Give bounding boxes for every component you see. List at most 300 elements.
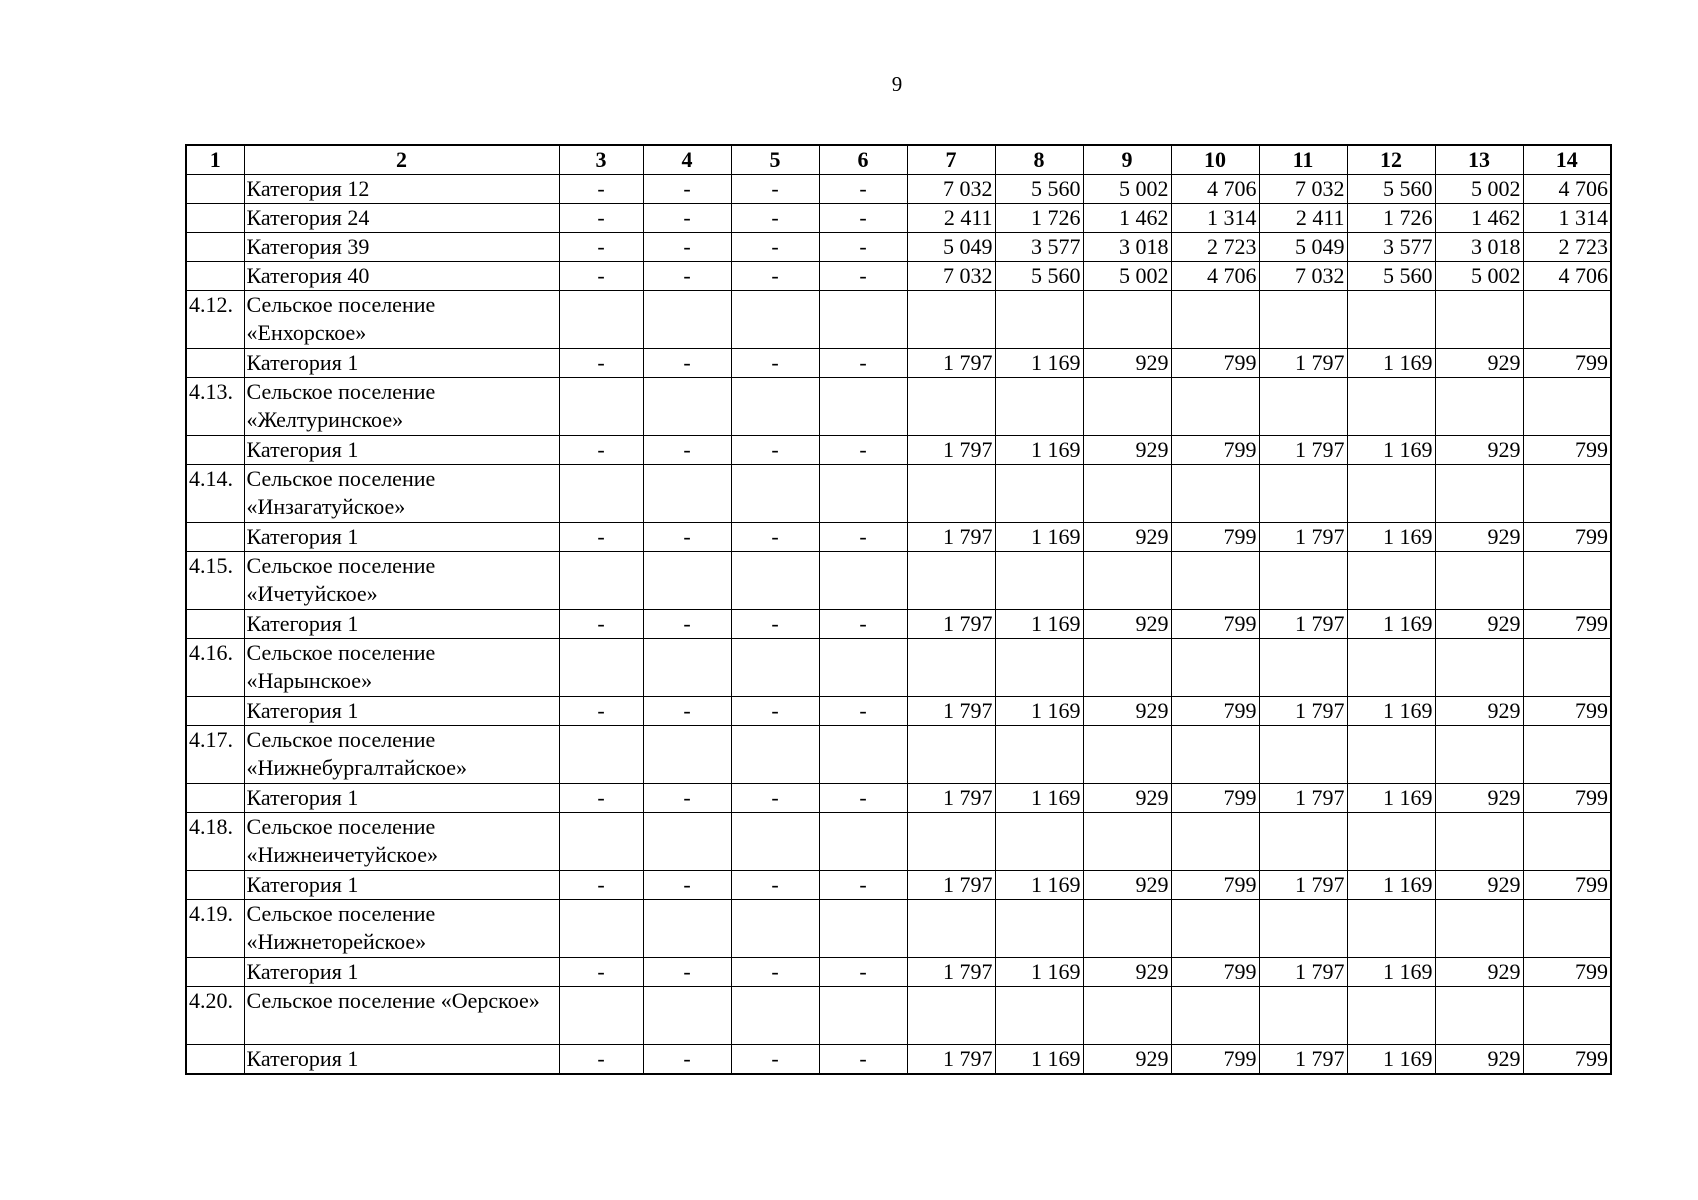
value-cell: - [643,871,731,900]
value-cell: 1 797 [907,436,995,465]
value-cell: 1 169 [995,1045,1083,1075]
empty-cell [907,465,995,523]
empty-cell [1435,900,1523,958]
value-cell: - [731,523,819,552]
value-cell: 1 797 [1259,523,1347,552]
column-header: 10 [1171,145,1259,175]
value-cell: 799 [1523,436,1611,465]
row-number-cell [186,958,244,987]
value-cell: 2 723 [1523,233,1611,262]
value-cell: 1 169 [995,958,1083,987]
empty-cell [643,726,731,784]
column-header: 7 [907,145,995,175]
empty-cell [907,813,995,871]
column-header: 5 [731,145,819,175]
tariff-table [185,144,1612,1075]
value-cell: 799 [1171,958,1259,987]
empty-cell [1171,900,1259,958]
value-cell: 799 [1523,871,1611,900]
category-row [186,175,1611,204]
value-cell: - [643,523,731,552]
empty-cell [995,552,1083,610]
value-cell: 799 [1171,697,1259,726]
value-cell: - [559,784,643,813]
empty-cell [1259,639,1347,697]
value-cell: 1 797 [1259,958,1347,987]
value-cell: 1 169 [995,523,1083,552]
empty-cell [559,900,643,958]
value-cell: - [731,958,819,987]
value-cell: 1 169 [1347,784,1435,813]
empty-cell [819,291,907,349]
empty-cell [907,900,995,958]
value-cell: - [731,610,819,639]
row-number-cell [186,349,244,378]
value-cell: 1 169 [995,610,1083,639]
value-cell: - [731,784,819,813]
row-number-cell [186,1045,244,1075]
row-number-cell [186,697,244,726]
value-cell: 3 018 [1083,233,1171,262]
empty-cell [731,987,819,1045]
value-cell: 1 797 [907,871,995,900]
empty-cell [1347,465,1435,523]
row-name-cell: Категория 1 [244,523,559,552]
row-number-cell [186,233,244,262]
value-cell: 1 797 [1259,1045,1347,1075]
row-name-cell: Категория 1 [244,784,559,813]
empty-cell [1347,378,1435,436]
value-cell: 1 169 [1347,436,1435,465]
value-cell: 929 [1435,523,1523,552]
value-cell: - [819,262,907,291]
value-cell: 929 [1083,958,1171,987]
value-cell: - [643,349,731,378]
value-cell: 929 [1435,610,1523,639]
row-name-cell: Категория 1 [244,610,559,639]
value-cell: 1 462 [1435,204,1523,233]
category-row [186,784,1611,813]
value-cell: 1 169 [995,436,1083,465]
empty-cell [1083,465,1171,523]
value-cell: 929 [1083,1045,1171,1075]
row-name-cell: Категория 1 [244,697,559,726]
value-cell: 1 169 [995,349,1083,378]
empty-cell [1435,813,1523,871]
category-row [186,958,1611,987]
row-name-cell: Категория 1 [244,349,559,378]
value-cell: 929 [1435,697,1523,726]
empty-cell [995,378,1083,436]
value-cell: - [559,697,643,726]
row-name-cell: Сельское поселение «Нижнебургалтайское» [244,726,559,784]
category-row [186,1045,1611,1075]
empty-cell [1259,813,1347,871]
value-cell: 2 723 [1171,233,1259,262]
empty-cell [1435,552,1523,610]
value-cell: - [643,958,731,987]
value-cell: - [819,204,907,233]
empty-cell [995,726,1083,784]
row-number-cell [186,262,244,291]
value-cell: 1 797 [1259,349,1347,378]
empty-cell [1259,378,1347,436]
column-header: 12 [1347,145,1435,175]
value-cell: 929 [1435,871,1523,900]
empty-cell [731,900,819,958]
row-name-cell: Сельское поселение «Енхорское» [244,291,559,349]
value-cell: 1 797 [907,958,995,987]
settlement-row [186,813,1611,871]
value-cell: - [819,523,907,552]
value-cell: 929 [1083,349,1171,378]
value-cell: 1 797 [1259,784,1347,813]
value-cell: 1 797 [907,523,995,552]
value-cell: 5 002 [1083,262,1171,291]
value-cell: 7 032 [1259,175,1347,204]
empty-cell [1083,552,1171,610]
empty-cell [1259,726,1347,784]
row-number-cell [186,871,244,900]
value-cell: 929 [1083,436,1171,465]
empty-cell [1259,900,1347,958]
row-number-cell [186,784,244,813]
empty-cell [819,726,907,784]
empty-cell [1523,813,1611,871]
value-cell: - [731,871,819,900]
empty-cell [995,639,1083,697]
row-number-cell [186,523,244,552]
empty-cell [1259,465,1347,523]
value-cell: - [819,784,907,813]
settlement-row [186,378,1611,436]
empty-cell [907,639,995,697]
empty-cell [995,987,1083,1045]
row-name-cell: Категория 1 [244,436,559,465]
empty-cell [1435,726,1523,784]
column-header: 8 [995,145,1083,175]
empty-cell [1347,987,1435,1045]
value-cell: 1 797 [907,697,995,726]
empty-cell [731,813,819,871]
empty-cell [643,291,731,349]
value-cell: - [819,349,907,378]
empty-cell [995,813,1083,871]
value-cell: 1 169 [995,871,1083,900]
value-cell: 1 726 [1347,204,1435,233]
value-cell: - [643,610,731,639]
empty-cell [1523,987,1611,1045]
value-cell: - [643,697,731,726]
value-cell: - [643,436,731,465]
row-name-cell: Сельское поселение «Инзагатуйское» [244,465,559,523]
value-cell: 799 [1523,958,1611,987]
empty-cell [731,378,819,436]
value-cell: 5 049 [907,233,995,262]
empty-cell [907,291,995,349]
value-cell: 1 169 [1347,610,1435,639]
empty-cell [819,552,907,610]
value-cell: 1 797 [907,610,995,639]
value-cell: 4 706 [1523,262,1611,291]
empty-cell [907,552,995,610]
empty-cell [907,987,995,1045]
row-number-cell [186,610,244,639]
row-number-cell: 4.20. [186,987,244,1045]
value-cell: - [819,175,907,204]
value-cell: - [731,233,819,262]
value-cell: 1 797 [1259,610,1347,639]
empty-cell [1435,639,1523,697]
settlement-row [186,987,1611,1045]
column-header: 6 [819,145,907,175]
value-cell: 5 560 [1347,175,1435,204]
value-cell: 1 797 [1259,697,1347,726]
value-cell: 929 [1435,1045,1523,1075]
value-cell: 4 706 [1523,175,1611,204]
settlement-row [186,639,1611,697]
empty-cell [559,987,643,1045]
empty-cell [1083,726,1171,784]
empty-cell [643,639,731,697]
settlement-row [186,726,1611,784]
value-cell: - [559,871,643,900]
value-cell: - [819,436,907,465]
empty-cell [819,987,907,1045]
empty-cell [1435,987,1523,1045]
value-cell: 1 797 [1259,436,1347,465]
value-cell: 799 [1171,523,1259,552]
value-cell: 799 [1523,349,1611,378]
value-cell: 5 002 [1083,175,1171,204]
category-row [186,697,1611,726]
value-cell: 929 [1083,697,1171,726]
empty-cell [1523,465,1611,523]
value-cell: - [643,1045,731,1075]
value-cell: 929 [1083,523,1171,552]
empty-cell [1347,291,1435,349]
value-cell: - [819,1045,907,1075]
value-cell: 5 560 [1347,262,1435,291]
value-cell: 3 577 [1347,233,1435,262]
empty-cell [819,465,907,523]
row-number-cell: 4.19. [186,900,244,958]
value-cell: 1 169 [995,697,1083,726]
empty-cell [643,813,731,871]
category-row [186,349,1611,378]
empty-cell [819,378,907,436]
empty-cell [1347,900,1435,958]
empty-cell [1171,639,1259,697]
page-number: 9 [891,72,903,96]
value-cell: 929 [1435,349,1523,378]
column-header: 13 [1435,145,1523,175]
value-cell: 7 032 [1259,262,1347,291]
value-cell: 1 169 [1347,349,1435,378]
empty-cell [995,900,1083,958]
value-cell: - [559,610,643,639]
empty-cell [643,987,731,1045]
value-cell: - [731,175,819,204]
empty-cell [907,726,995,784]
empty-cell [559,552,643,610]
value-cell: 1 462 [1083,204,1171,233]
value-cell: - [731,436,819,465]
value-cell: - [819,610,907,639]
column-header: 14 [1523,145,1611,175]
value-cell: 799 [1171,349,1259,378]
value-cell: - [559,349,643,378]
empty-cell [1347,813,1435,871]
row-number-cell: 4.12. [186,291,244,349]
empty-cell [559,726,643,784]
value-cell: 929 [1435,784,1523,813]
empty-cell [1347,639,1435,697]
value-cell: - [643,233,731,262]
row-name-cell: Категория 1 [244,1045,559,1075]
row-name-cell: Категория 24 [244,204,559,233]
empty-cell [1523,378,1611,436]
empty-cell [1259,291,1347,349]
row-number-cell: 4.15. [186,552,244,610]
table-body [186,175,1611,1075]
value-cell: 1 169 [1347,1045,1435,1075]
empty-cell [1347,552,1435,610]
empty-cell [643,552,731,610]
empty-cell [995,465,1083,523]
value-cell: 929 [1083,610,1171,639]
value-cell: 799 [1171,784,1259,813]
empty-cell [1523,639,1611,697]
row-number-cell: 4.13. [186,378,244,436]
value-cell: - [643,262,731,291]
value-cell: - [559,436,643,465]
row-number-cell: 4.16. [186,639,244,697]
row-name-cell: Категория 39 [244,233,559,262]
empty-cell [559,291,643,349]
empty-cell [1435,378,1523,436]
value-cell: - [731,697,819,726]
value-cell: - [819,871,907,900]
row-name-cell: Сельское поселение «Нижнеторейское» [244,900,559,958]
value-cell: - [643,204,731,233]
row-number-cell: 4.18. [186,813,244,871]
row-number-cell: 4.17. [186,726,244,784]
empty-cell [819,813,907,871]
empty-cell [559,465,643,523]
empty-cell [731,291,819,349]
value-cell: - [559,1045,643,1075]
row-number-cell [186,175,244,204]
value-cell: 929 [1083,784,1171,813]
value-cell: 1 797 [907,784,995,813]
value-cell: - [819,958,907,987]
value-cell: 929 [1435,436,1523,465]
value-cell: - [643,784,731,813]
value-cell: 7 032 [907,175,995,204]
value-cell: 2 411 [907,204,995,233]
category-row [186,436,1611,465]
row-name-cell: Сельское поселение «Нарынское» [244,639,559,697]
category-row [186,204,1611,233]
value-cell: 4 706 [1171,175,1259,204]
value-cell: - [819,233,907,262]
category-row [186,262,1611,291]
value-cell: 1 314 [1171,204,1259,233]
empty-cell [731,465,819,523]
value-cell: 799 [1171,871,1259,900]
value-cell: 5 002 [1435,175,1523,204]
value-cell: 799 [1171,436,1259,465]
value-cell: 1 169 [1347,871,1435,900]
value-cell: 929 [1083,871,1171,900]
empty-cell [1171,726,1259,784]
empty-cell [819,900,907,958]
empty-cell [1171,987,1259,1045]
value-cell: - [731,349,819,378]
value-cell: 929 [1435,958,1523,987]
row-name-cell: Сельское поселение «Ичетуйское» [244,552,559,610]
empty-cell [1259,987,1347,1045]
row-name-cell: Категория 1 [244,871,559,900]
row-number-cell [186,204,244,233]
empty-cell [643,465,731,523]
empty-cell [1347,726,1435,784]
empty-cell [559,813,643,871]
value-cell: 1 169 [995,784,1083,813]
value-cell: 799 [1523,697,1611,726]
value-cell: 799 [1523,610,1611,639]
value-cell: - [819,697,907,726]
value-cell: 4 706 [1171,262,1259,291]
value-cell: 7 032 [907,262,995,291]
empty-cell [1523,900,1611,958]
empty-cell [907,378,995,436]
empty-cell [1171,378,1259,436]
row-number-cell [186,436,244,465]
value-cell: - [559,175,643,204]
column-header: 2 [244,145,559,175]
value-cell: 3 577 [995,233,1083,262]
value-cell: 1 169 [1347,697,1435,726]
empty-cell [1259,552,1347,610]
value-cell: 1 169 [1347,958,1435,987]
value-cell: 799 [1523,523,1611,552]
column-header: 1 [186,145,244,175]
value-cell: 1 726 [995,204,1083,233]
empty-cell [643,378,731,436]
value-cell: 5 002 [1435,262,1523,291]
column-header: 11 [1259,145,1347,175]
empty-cell [1523,552,1611,610]
value-cell: - [731,1045,819,1075]
value-cell: - [559,958,643,987]
value-cell: 1 169 [1347,523,1435,552]
value-cell: 1 797 [907,1045,995,1075]
empty-cell [1171,552,1259,610]
value-cell: - [559,204,643,233]
value-cell: 1 797 [907,349,995,378]
category-row [186,233,1611,262]
value-cell: 5 560 [995,262,1083,291]
category-row [186,610,1611,639]
value-cell: 2 411 [1259,204,1347,233]
row-name-cell: Категория 40 [244,262,559,291]
settlement-row [186,900,1611,958]
value-cell: - [731,204,819,233]
value-cell: - [559,233,643,262]
empty-cell [1083,813,1171,871]
